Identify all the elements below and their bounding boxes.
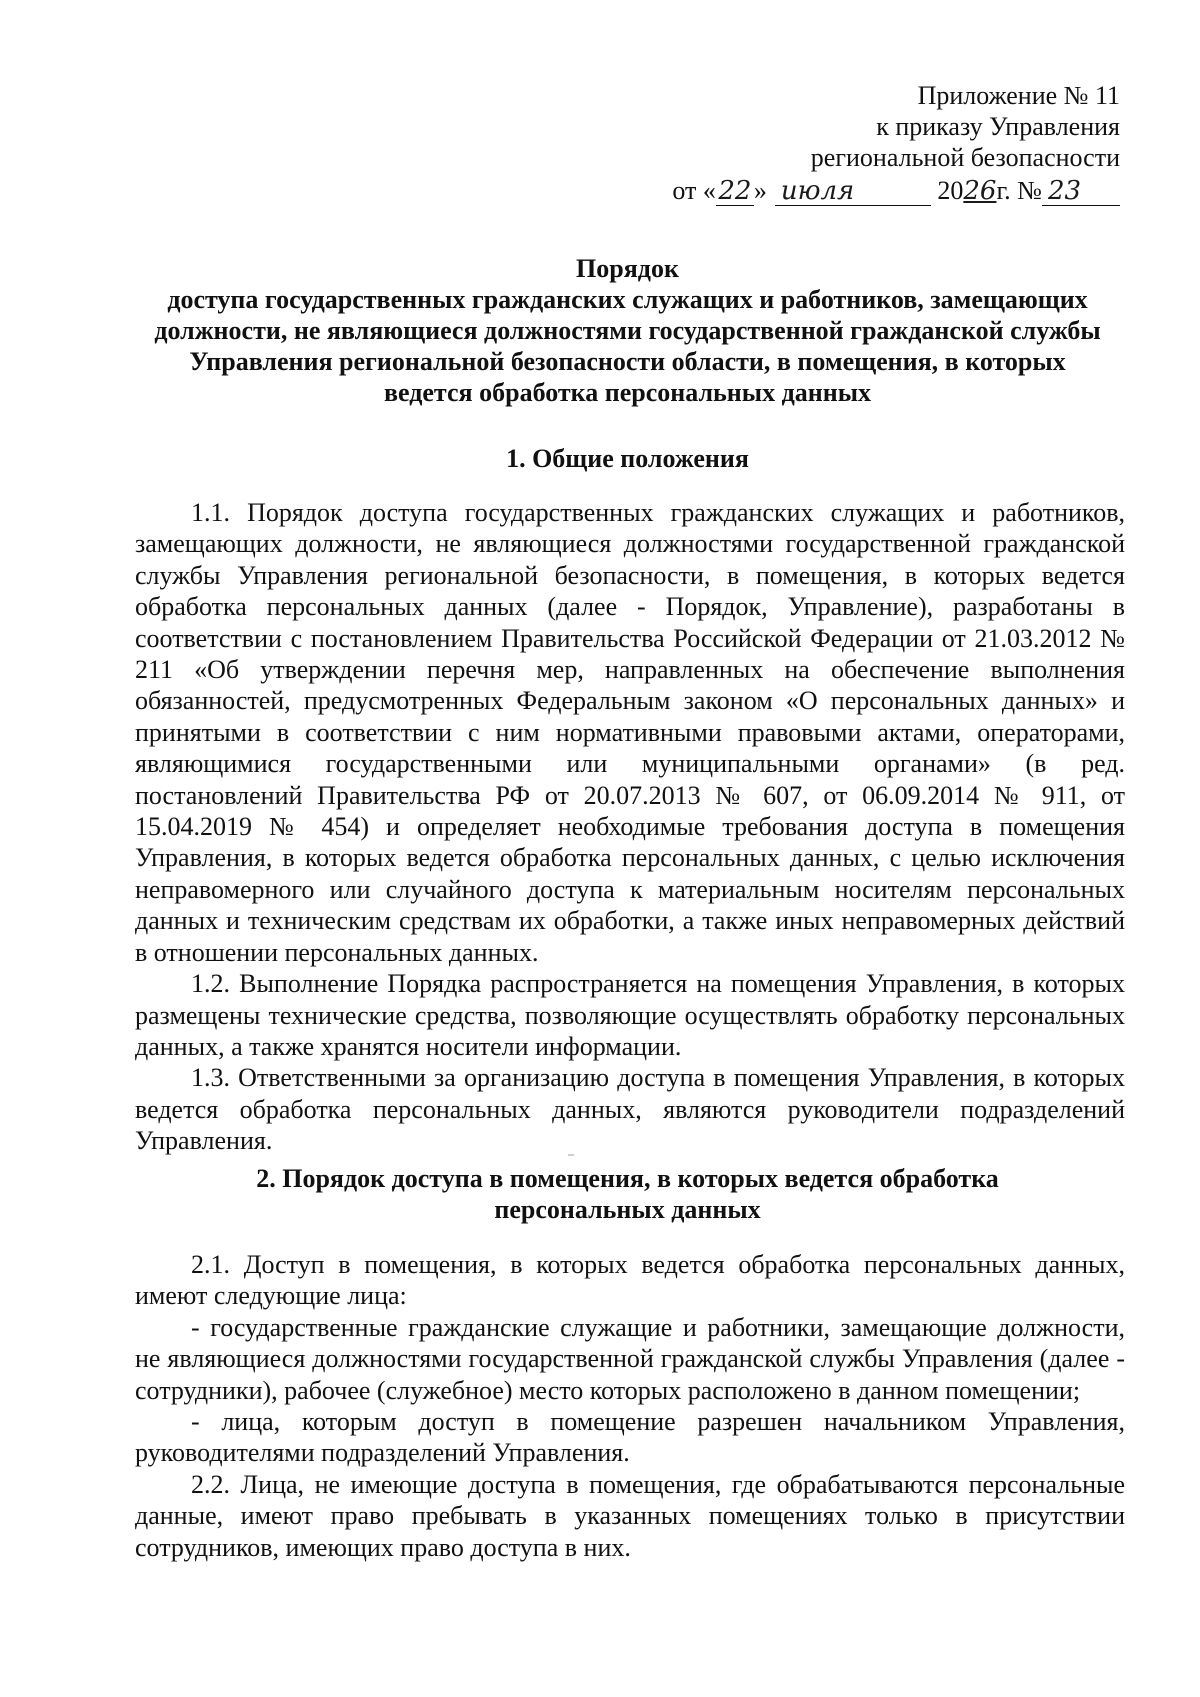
- title-line: ведется обработка персональных данных: [383, 378, 872, 407]
- paragraph-2-2: 2.2. Лица, не имеющие доступа в помещения, где обрабатываются персональные данные, имеют право пребывать в указанных помещениях только в присутствии сотрудников, имеющих право доступа в них.: [135, 1469, 1125, 1562]
- paragraph-1-2: 1.2. Выполнение Порядка распространяется на помещения Управления, в которых размещены технические средства, позволяющие осуществлять обработку персональных данных, а также хранятся носители информации.: [135, 969, 1125, 1061]
- section-1-heading: [130, 443, 1125, 474]
- handwritten-day: 22: [716, 177, 754, 206]
- paragraph-1-3: 1.3. Ответственными за организацию доступа в помещения Управления, в которых ведется обработка персональных данных, являются руководители подразделений Управления.: [135, 1063, 1125, 1156]
- year-end: г. №: [996, 176, 1042, 205]
- section-2-heading: [130, 1163, 1125, 1225]
- section-1-body: [135, 497, 1125, 1157]
- list-item-authorized-persons: - лица, которым доступ в помещение разрешен начальником Управления, руководителями подразделений Управления.: [135, 1407, 1125, 1468]
- paragraph-1-1: 1.1. Порядок доступа государственных гражданских служащих и работников, замещающих должности, не являющиеся должностями государственной гражданской службы Управления региональной безопасности, в помещения, в которых ведется обработка персональных данных (далее - Порядок, Управление), разработаны в соответствии с постановлением Правительства Российской Федерации от 21.03.2012 № 211 «Об утверждении перечня мер, направленных на обеспечение выполнения обязанностей, предусмотренных Федеральным законом «О персональных данных» и принятыми в соответствии с ним нормативными правовыми актами, операторами, являющимися государственными или муниципальными органами» (в ред. постановлений Правительства РФ от 20.07.2013 № 607, от 06.09.2014 № 911, от 15.04.2019 № 454) и определяет необходимые требования доступа в помещения Управления, в которых ведется обработка персональных данных, с целью исключения неправомерного или случайного доступа к материальным носителям персональных данных и техническим средствам их обработки, а также иных неправомерных действий в отношении персональных данных.: [135, 498, 1125, 967]
- section-heading-line: персональных данных: [494, 1195, 761, 1224]
- title-line: должности, не являющиеся должностями государственной гражданской службы: [154, 316, 1101, 345]
- handwritten-year: 26: [963, 176, 997, 206]
- year-prefix: 20: [937, 176, 964, 205]
- appendix-line: Приложение № 11: [917, 81, 1120, 110]
- title-line: Управления региональной безопасности области, в помещения, в которых: [189, 347, 1066, 376]
- appendix-header: [672, 80, 1120, 206]
- handwritten-month: июля: [775, 177, 931, 206]
- date-quote-close: »: [753, 176, 767, 205]
- appendix-line: региональной безопасности: [810, 143, 1120, 172]
- document-title: [130, 253, 1125, 408]
- section-heading-line: 1. Общие положения: [506, 444, 749, 473]
- section-2-body: [135, 1249, 1125, 1563]
- order-date-line: [672, 175, 1120, 206]
- list-item-staff: - государственные гражданские служащие и работники, замещающие должности, не являющиеся должностями государственной гражданской службы Управления (далее - сотрудники), рабочее (служебное) место которых расположено в данном помещении;: [135, 1312, 1125, 1405]
- handwritten-order-number: 23: [1042, 177, 1120, 206]
- title-line: доступа государственных гражданских служащих и работников, замещающих: [167, 285, 1088, 314]
- section-heading-line: 2. Порядок доступа в помещения, в которых ведется обработка: [256, 1164, 999, 1193]
- paragraph-2-1: 2.1. Доступ в помещения, в которых ведется обработка персональных данных, имеют следующие лица:: [135, 1250, 1125, 1311]
- scan-artifact: [568, 1154, 574, 1156]
- date-prefix: от «: [672, 176, 716, 205]
- appendix-line: к приказу Управления: [876, 112, 1120, 141]
- title-line: Порядок: [576, 254, 679, 283]
